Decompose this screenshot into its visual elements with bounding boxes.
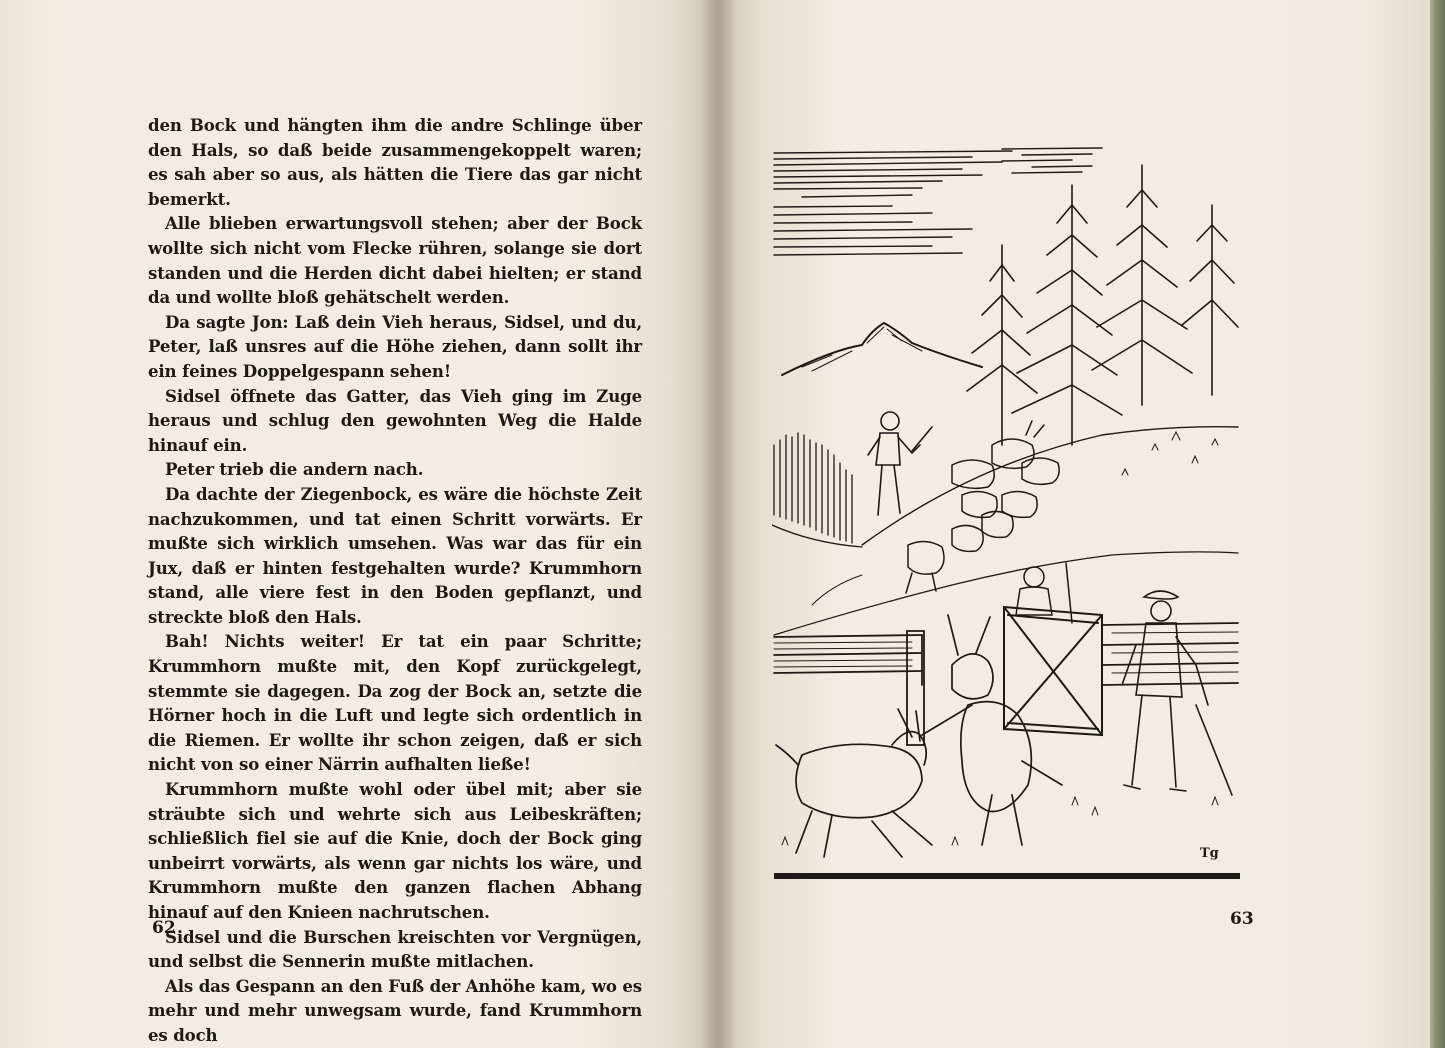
- page-number-left: 62: [152, 918, 176, 938]
- paragraph: Sidsel öffnete das Gatter, das Vieh ging im Zuge heraus und schlug den gewohnten Weg die Halde hinauf ein.: [148, 385, 642, 455]
- spruce-trees: [967, 165, 1238, 445]
- foreground-grass: [782, 797, 1218, 845]
- grass-tufts: [1122, 432, 1218, 475]
- sky-hatching: [774, 148, 1102, 255]
- foreground-goat-center: [922, 615, 1062, 845]
- paragraph: Da dachte der Ziegenbock, es wäre die höchste Zeit nachzukommen, und tat einen Schritt vorwärts. Er mußte sich wirklich umsehen. Was war das für ein Jux, daß er hinten festgehalten wurde? Krummhorn stand, alle viere fest in den Boden gepflanzt, und streckte bloß den Hals.: [148, 483, 642, 627]
- book-gutter: [700, 0, 736, 1048]
- paragraph: Als das Gespann an den Fuß der Anhöhe kam, wo es mehr und mehr unwegsam wurde, fand Krummhorn es doch: [148, 975, 642, 1045]
- herding-boy: [868, 412, 932, 515]
- left-page: [0, 0, 718, 1048]
- foreground-goat-left: [776, 709, 932, 857]
- mountain-shading: [802, 327, 922, 371]
- paragraph: den Bock und hängten ihm die andre Schlinge über den Hals, so daß beide zusammengekoppelt waren; es sah aber so aus, als hätten die Tiere das gar nicht bemerkt.: [148, 115, 642, 209]
- illustration-monogram: Tg: [1200, 846, 1219, 861]
- mountain: [782, 323, 982, 375]
- paragraph: Peter trieb die andern nach.: [165, 459, 424, 480]
- page-number-right: 63: [1230, 909, 1254, 929]
- paragraph: Alle blieben erwartungsvoll stehen; aber der Bock wollte sich nicht vom Flecke rühren, solange sie dort standen und die Herden dicht dabei hielten; er stand da und wollte bloß gehätschelt werden.: [148, 213, 642, 308]
- paragraph: Bah! Nichts weiter! Er tat ein paar Schritte; Krummhorn mußte mit, den Kopf zurückgelegt, stemmte sie dagegen. Da zog der Bock an, setzte die Hörner hoch in die Luft und legte sich ordentlich in die Riemen. Er wollte ihr schon zeigen, daß er sich nicht von so einer Närrin aufhalten ließe!: [148, 631, 642, 775]
- distant-forest: [772, 433, 862, 547]
- book-cover-edge: [1430, 0, 1445, 1048]
- illustration-goats-and-herders: [772, 145, 1240, 883]
- paragraph: Da sagte Jon: Laß dein Vieh heraus, Sidsel, und du, Peter, laß unsres auf die Höhe ziehen, dann sollt ihr ein feines Doppelgespann sehen!: [148, 311, 642, 381]
- paragraph: Sidsel und die Burschen kreischten vor Vergnügen, und selbst die Sennerin mußte mitlachen.: [148, 926, 642, 972]
- paragraph: Krummhorn mußte wohl oder übel mit; aber sie sträubte sich und wehrte sich aus Leibeskräften; schließlich fiel sie auf die Knie, doch der Bock ging unbeirrt vorwärts, als wenn gar nichts los wäre, und Krummhorn mußte den ganzen flachen Abhang hinauf auf den Knieen nachrutschen.: [148, 779, 642, 922]
- girl-at-gate: [1016, 563, 1072, 623]
- illustration-drawing: [772, 145, 1240, 883]
- illustration-baseline: [774, 873, 1240, 879]
- body-text: [148, 113, 642, 1048]
- boy-with-hat: [1122, 591, 1232, 795]
